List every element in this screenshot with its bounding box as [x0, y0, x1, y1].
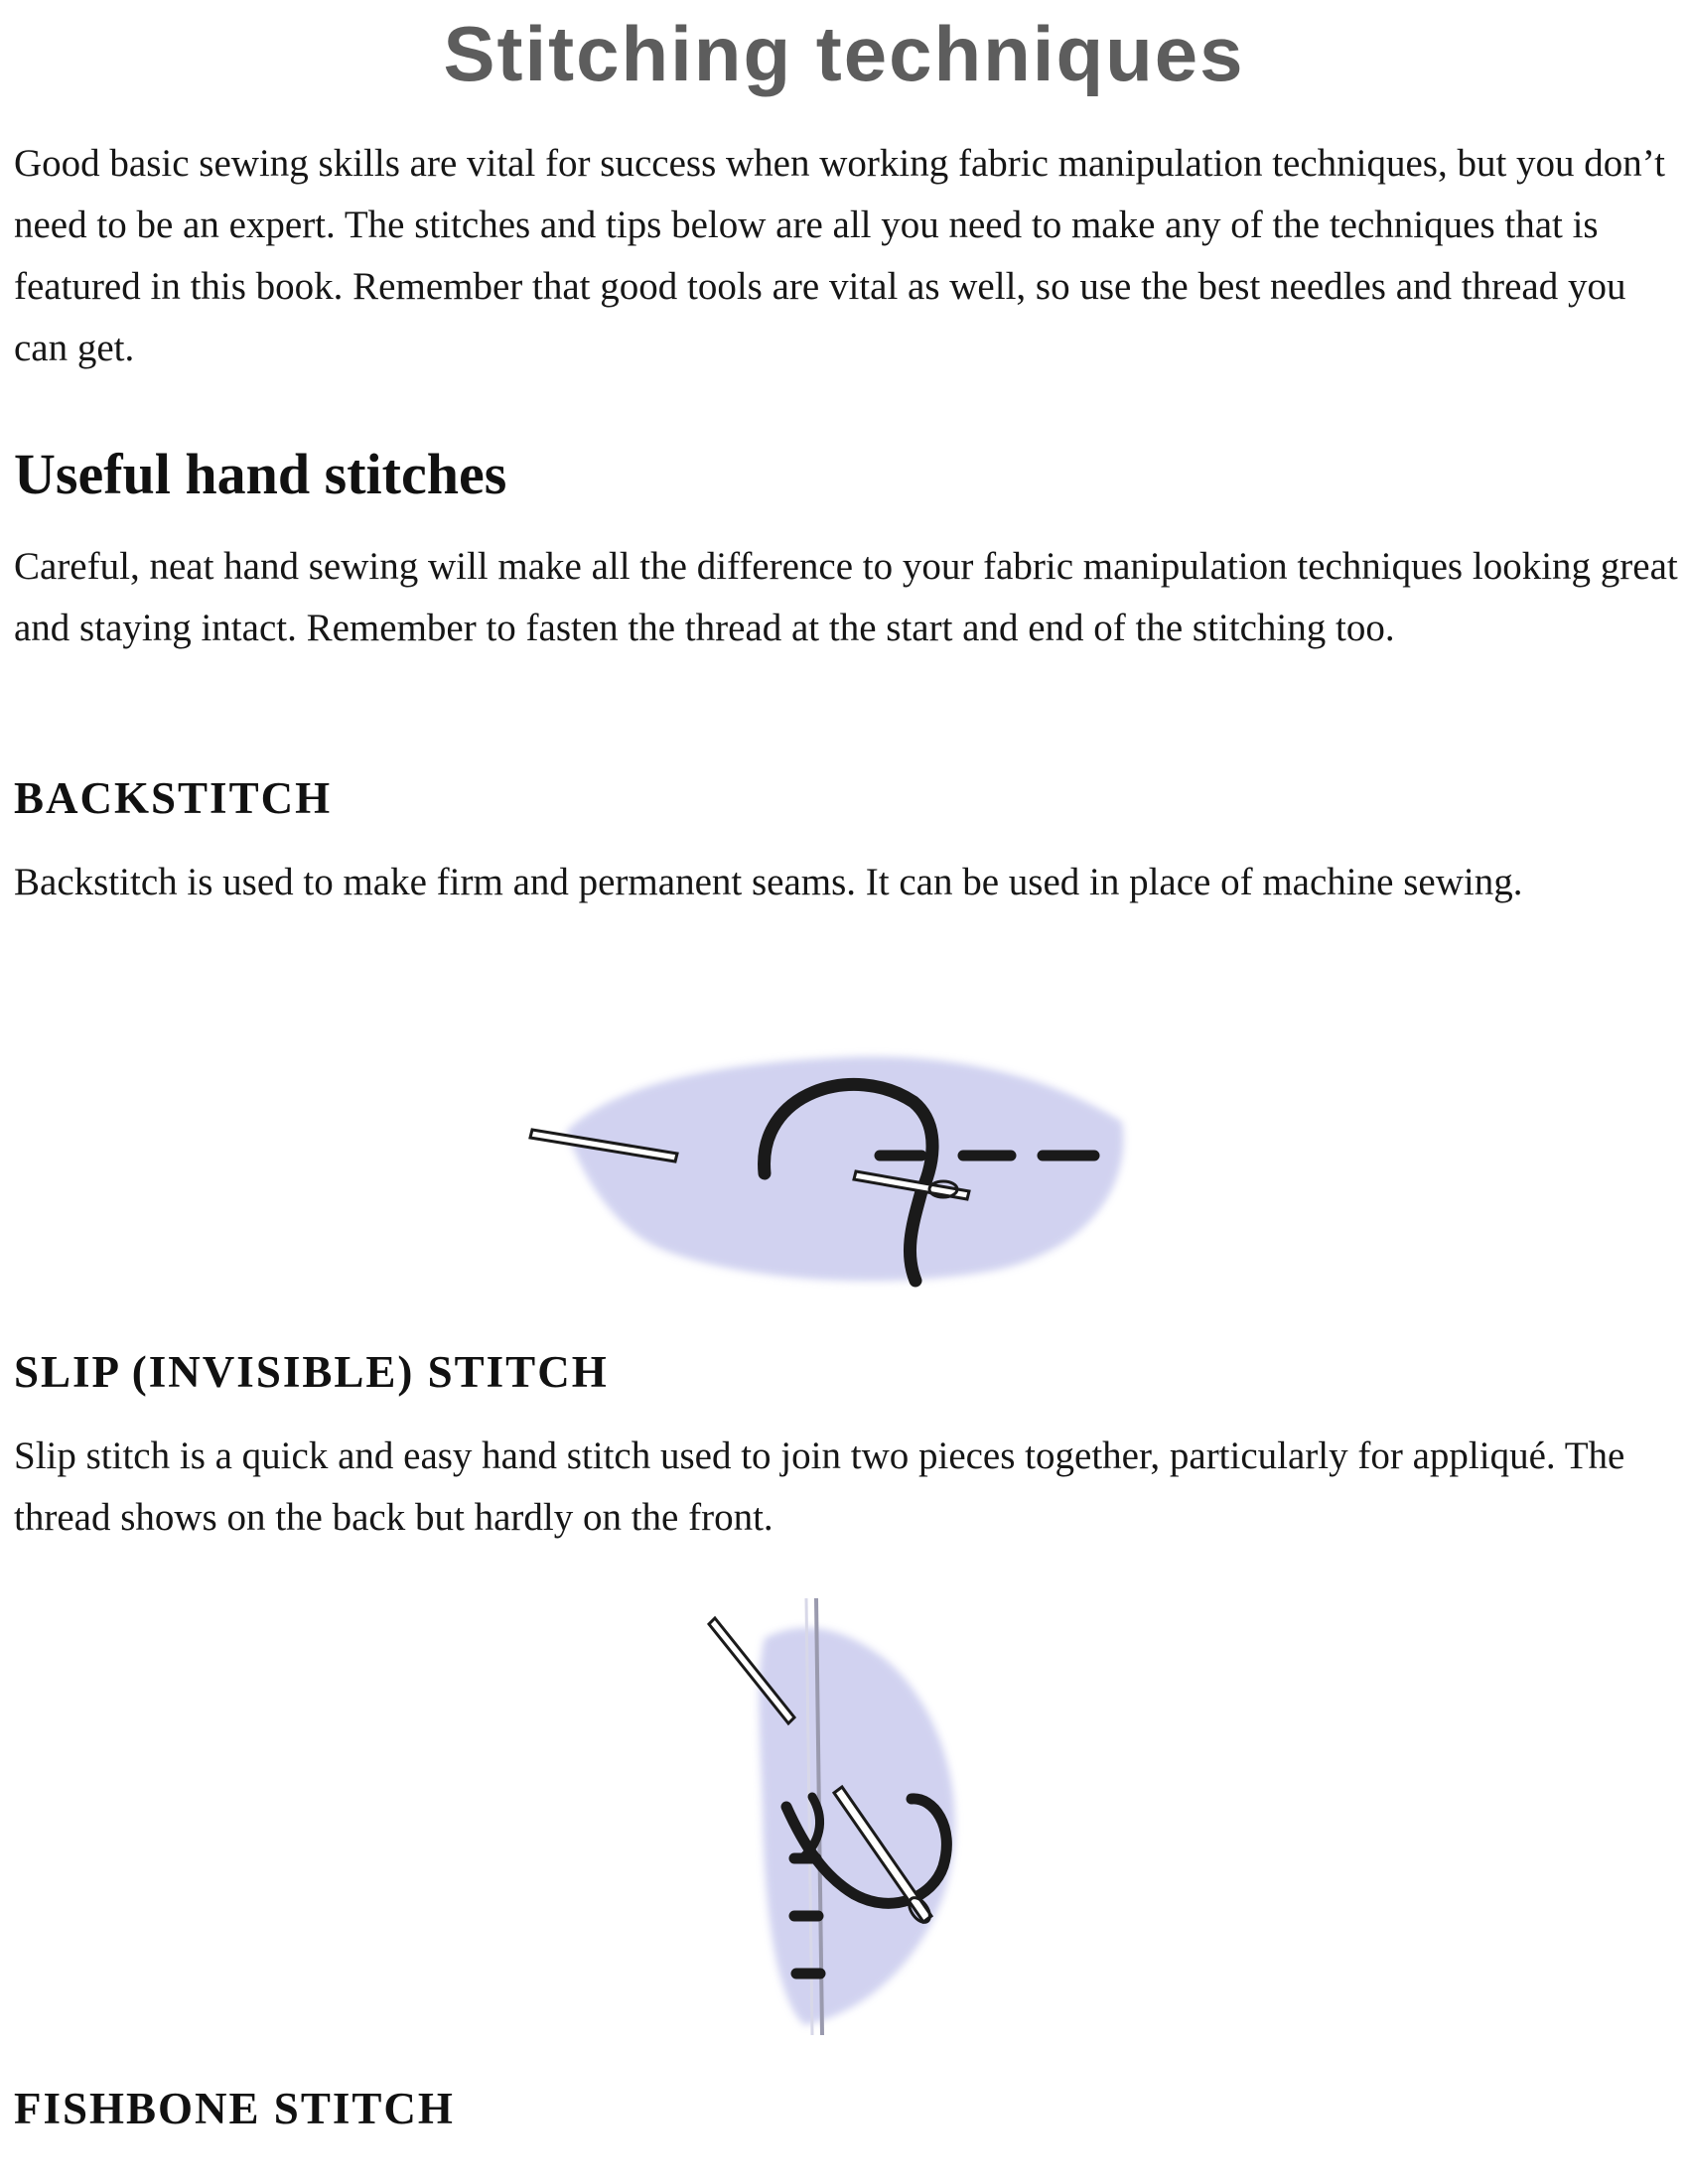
page-title: Stitching techniques [443, 10, 1245, 97]
intro-paragraph: Good basic sewing skills are vital for success when working fabric manipulation techniques, but you don’t need to be an expert. The stitches and tips below are all you need to make any of the techniques that is featured in this book. Remember that good tools are vital as well, so use the best needles and thread you can get. [14, 142, 1665, 369]
backstitch-heading: BACKSTITCH [14, 773, 333, 823]
fishbone-stitch-heading: FISHBONE STITCH [14, 2084, 455, 2133]
slip-stitch-paragraph: Slip stitch is a quick and easy hand stitch used to join two pieces together, particularly for appliqué. The thread shows on the back but hardly on the front. [14, 1434, 1625, 1539]
slip-stitch-illustration [695, 1578, 1013, 2045]
section-heading: Useful hand stitches [14, 442, 507, 506]
backstitch-paragraph: Backstitch is used to make firm and permanent seams. It can be used in place of machine sewing. [14, 861, 1523, 903]
section-paragraph: Careful, neat hand sewing will make all the difference to your fabric manipulation techniques looking great and staying intact. Remember to fasten the thread at the start and end of the stitching too. [14, 545, 1678, 649]
backstitch-illustration [526, 1023, 1162, 1300]
slip-stitch-heading: SLIP (INVISIBLE) STITCH [14, 1347, 609, 1397]
